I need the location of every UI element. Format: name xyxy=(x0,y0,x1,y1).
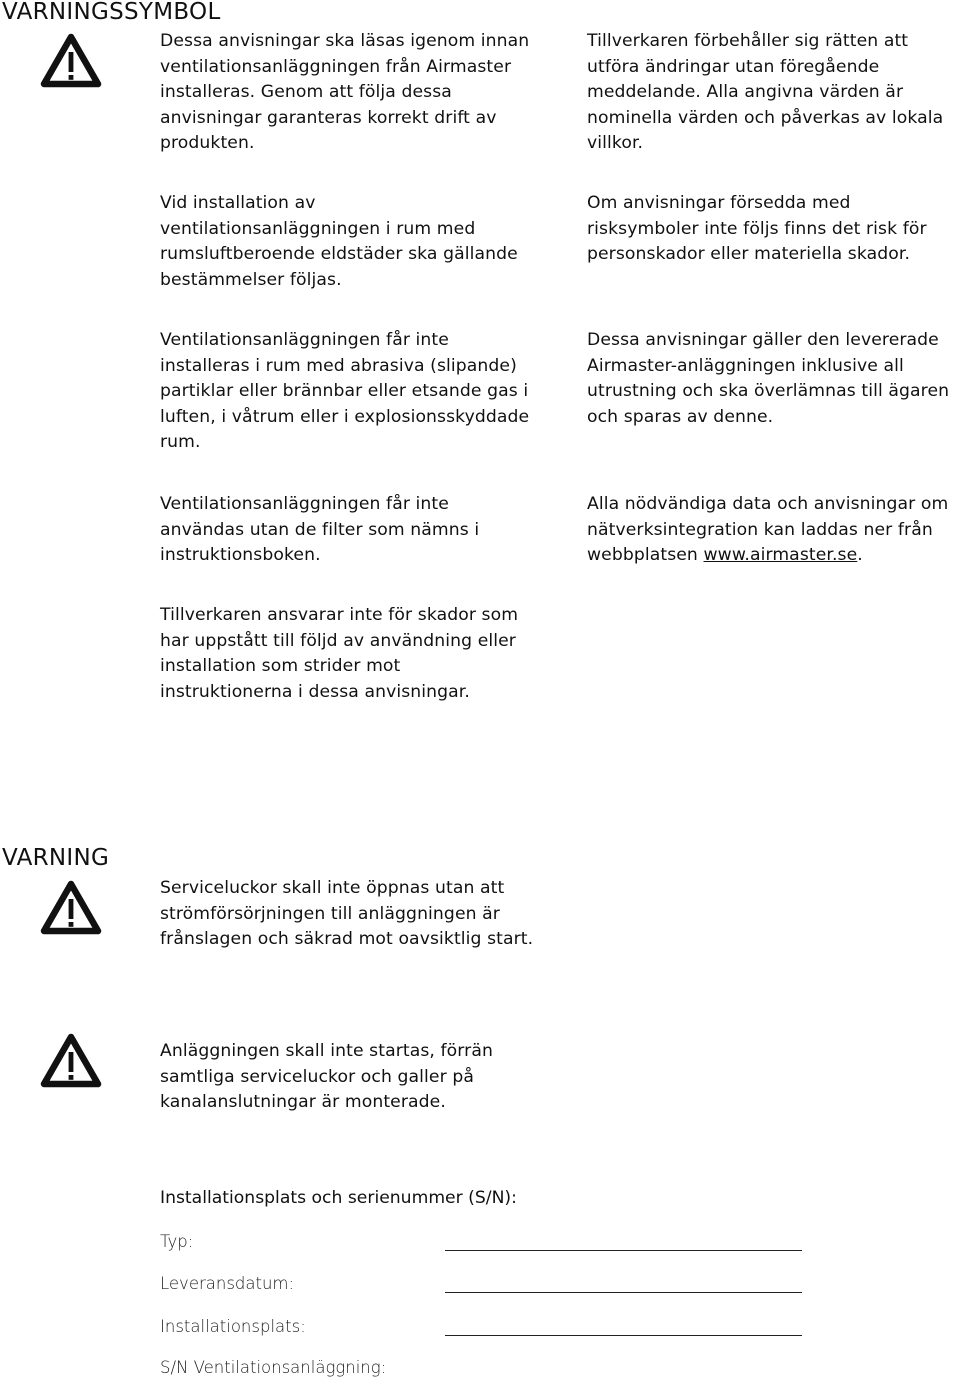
form-line-installation-site[interactable] xyxy=(445,1335,802,1336)
form-line-delivery-date[interactable] xyxy=(445,1292,802,1293)
form-label-delivery-date: Leveransdatum: xyxy=(160,1274,295,1293)
form-row-type xyxy=(160,1230,805,1256)
form-line-type[interactable] xyxy=(445,1250,802,1251)
paragraph-network-integration xyxy=(587,492,960,569)
section-heading-varningssymbol: VARNINGSSYMBOL xyxy=(2,0,221,25)
paragraph-fireplace-rules: Vid installation av ventilationsanläggningen i rum med rumsluftberoende eldstäder ska gällande bestämmelser följas. xyxy=(160,193,518,290)
warning-do-not-start: Anläggningen skall inte startas, förrän samtliga serviceluckor och galler på kanalanslutningar är monterade. xyxy=(160,1041,493,1113)
paragraph-installation-restrictions: Ventilationsanläggningen får inte installeras i rum med abrasiva (slipande) partiklar eller brännbar eller etsande gas i luften, i våtrum eller i explosionsskyddade rum. xyxy=(160,330,530,453)
form-label-type: Typ: xyxy=(160,1232,194,1251)
form-row-serial-number xyxy=(160,1356,805,1382)
section-heading-varning: VARNING xyxy=(2,845,110,871)
form-label-installation-site: Installationsplats: xyxy=(160,1317,306,1336)
warning-triangle-icon xyxy=(40,1033,102,1089)
paragraph-manufacturer-changes: Tillverkaren förbehåller sig rätten att utföra ändringar utan föregående meddelande. Alla angivna värden är nominella värden och påverkas av lokala villkor. xyxy=(587,31,944,154)
form-label-serial-number: S/N Ventilationsanläggning: xyxy=(160,1358,387,1377)
network-integration-text: Alla nödvändiga data och anvisningar om nätverksintegration kan laddas ner från webbplatsen xyxy=(587,494,949,566)
warning-triangle-icon xyxy=(40,33,102,89)
website-link[interactable]: www.airmaster.se xyxy=(703,545,858,566)
paragraph-liability: Tillverkaren ansvarar inte för skador som har uppstått till följd av användning eller installation som strider mot instruktionerna i dessa anvisningar. xyxy=(160,605,519,702)
paragraph-filters: Ventilationsanläggningen får inte användas utan de filter som nämns i instruktionsboken. xyxy=(160,494,480,566)
warning-triangle-icon xyxy=(40,880,102,936)
paragraph-handover: Dessa anvisningar gäller den levererade Airmaster-anläggningen inklusive all utrustning och ska överlämnas till ägaren och sparas av denne. xyxy=(587,330,950,427)
form-row-installation-site xyxy=(160,1315,805,1341)
form-title: Installationsplats och serienummer (S/N): xyxy=(160,1188,517,1208)
link-suffix: . xyxy=(857,545,863,566)
warning-service-hatches: Serviceluckor skall inte öppnas utan att strömförsörjningen till anläggningen är frånslagen och säkrad mot oavsiktlig start. xyxy=(160,878,534,950)
form-row-delivery-date xyxy=(160,1272,805,1298)
paragraph-risk-symbols: Om anvisningar försedda med risksymboler inte följs finns det risk för personskador eller materiella skador. xyxy=(587,193,927,265)
paragraph-read-instructions: Dessa anvisningar ska läsas igenom innan ventilationsanläggningen från Airmaster installeras. Genom att följa dessa anvisningar garanteras korrekt drift av produkten. xyxy=(160,31,530,154)
